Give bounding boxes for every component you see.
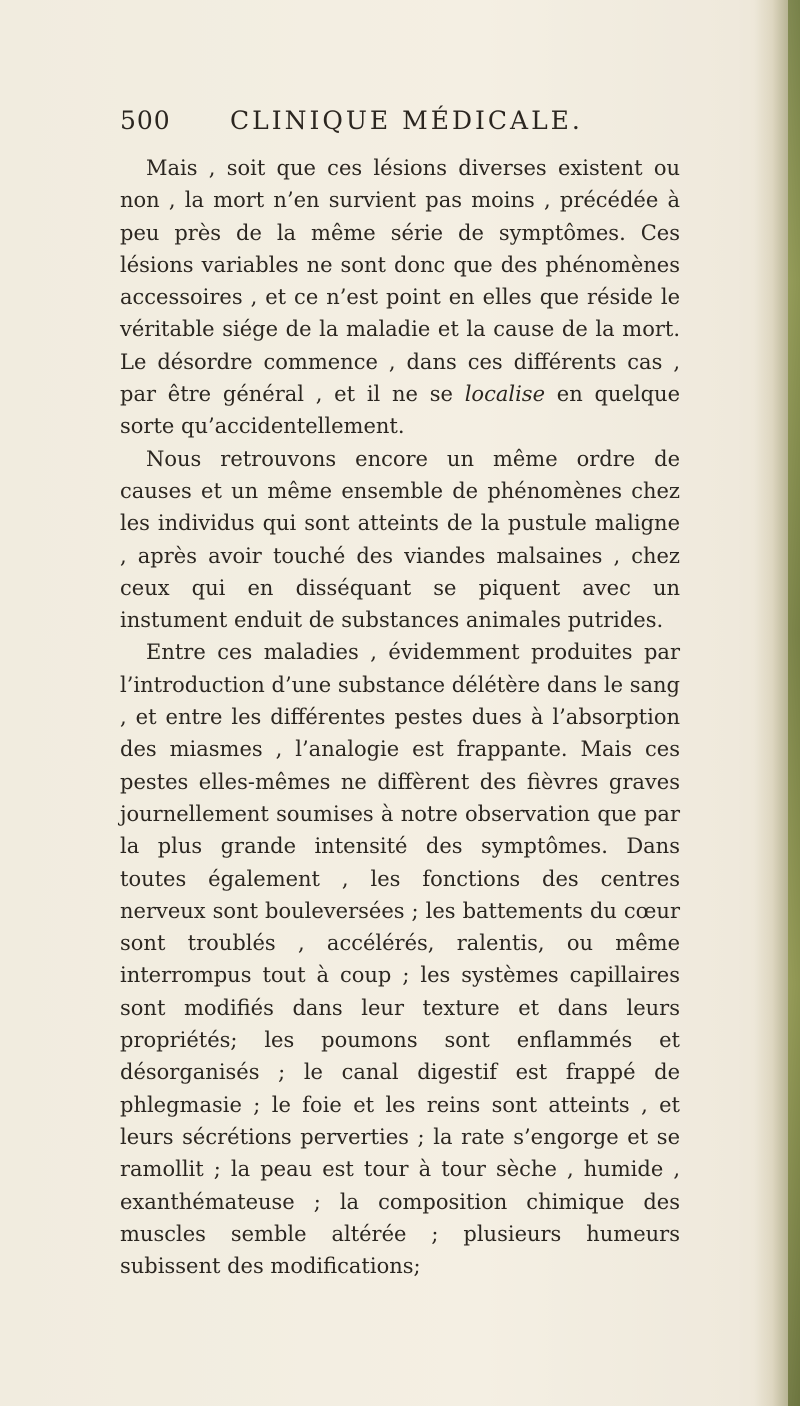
paragraph-1-end: en quelque sorte qu’accidentellement. xyxy=(120,382,680,439)
paragraph-2: Nous retrouvons encore un même ordre de causes et un même ensemble de phénomènes chez les individus qui sont atteints de la pustule maligne , après avoir touché des viandes malsaines , chez ceux qui en disséquant se piquent avec un instument enduit de substances animales putrides. xyxy=(120,446,680,633)
paragraph-3: Entre ces maladies , évidemment produites par l’introduction d’une substance délétère dans le sang , et entre les différentes pestes dues à l’absorption des miasmes , l’analogie est frappante. Mais ces pestes elles-mêmes ne diffèrent des fièvres graves journellement soumises à notre observation que par la plus grande intensité des symptômes. Dans toutes également , les fonctions des centres nerveux sont bouleversées ; les battements du cœur sont troublés , accélérés, ralentis, ou même interrompus tout à coup ; les systèmes capillaires sont modifiés dans leur texture et dans leurs propriétés; les poumons sont enflammés et désorganisés ; le canal digestif est frappé de phlegmasie ; le foie et les reins sont atteints , et leurs sécrétions perverties ; la rate s’engorge et se ramollit ; la peau est tour à tour sèche , humide , exanthémateuse ; la composition chimique des muscles semble altérée ; plusieurs humeurs subissent des modifications; xyxy=(120,640,680,1279)
page-number: 500 xyxy=(120,106,171,135)
paragraph-1-text: Mais , soit que ces lésions diverses existent ou non , la mort n’en survient pas moins , précédée à peu près de la même série de symptômes. Ces lésions variables ne sont donc que des phénomènes accessoires , et ce n’est point en elles que réside le véritable siége de la maladie et la cause de la mort. Le désordre commence , dans ces différents cas , par être général , et il ne se xyxy=(120,156,680,407)
running-head: CLINIQUE MÉDICALE. xyxy=(230,106,583,135)
binding-edge xyxy=(788,0,800,1406)
italic-word: localise xyxy=(464,382,545,407)
paragraph-1 xyxy=(120,152,680,443)
body-text xyxy=(120,152,680,1282)
page-header xyxy=(120,106,680,142)
